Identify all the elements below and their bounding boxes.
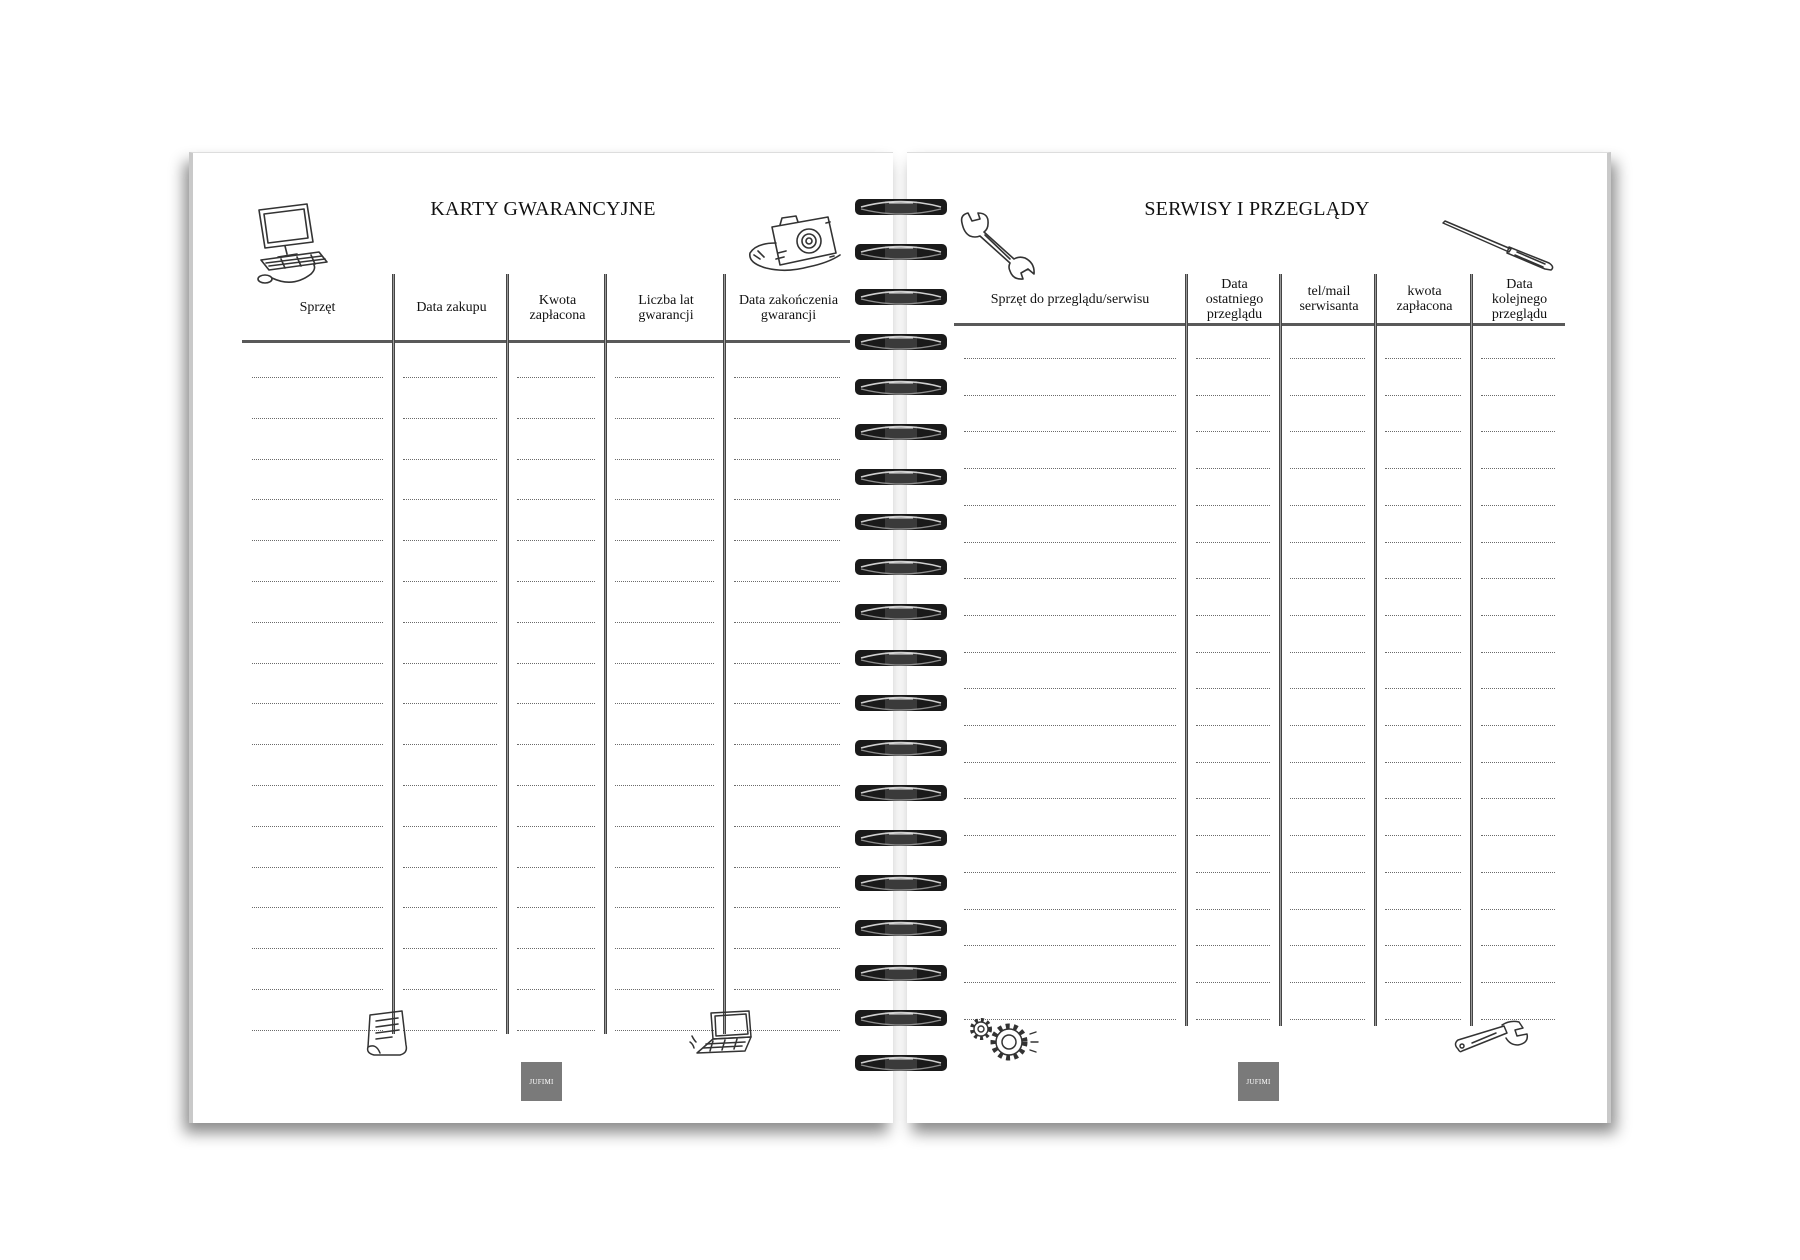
- dotted-entry-line: [1196, 542, 1270, 543]
- dotted-entry-line: [403, 948, 497, 949]
- dotted-entry-line: [1290, 615, 1365, 616]
- spiral-ring: [855, 648, 947, 668]
- dotted-entry-line: [615, 785, 714, 786]
- dotted-entry-line: [1290, 762, 1365, 763]
- document-icon: [362, 1009, 413, 1057]
- dotted-entry-line: [1481, 578, 1555, 579]
- service-table: [954, 274, 1565, 1026]
- dotted-entry-line: [1290, 431, 1365, 432]
- dotted-entry-line: [403, 499, 497, 500]
- dotted-entry-line: [517, 459, 595, 460]
- dotted-entry-line: [517, 499, 595, 500]
- dotted-entry-line: [1290, 1019, 1365, 1020]
- dotted-entry-line: [517, 867, 595, 868]
- dotted-entry-line: [1385, 505, 1461, 506]
- dotted-entry-line: [1196, 945, 1270, 946]
- dotted-entry-line: [734, 744, 840, 745]
- dotted-entry-line: [1385, 395, 1461, 396]
- dotted-entry-line: [615, 581, 714, 582]
- dotted-entry-line: [403, 703, 497, 704]
- dotted-entry-line: [1481, 798, 1555, 799]
- dotted-entry-line: [403, 1030, 497, 1031]
- dotted-entry-line: [1290, 468, 1365, 469]
- dotted-entry-line: [1290, 725, 1365, 726]
- dotted-entry-line: [1290, 798, 1365, 799]
- dotted-entry-line: [615, 826, 714, 827]
- dotted-entry-line: [403, 418, 497, 419]
- spiral-ring: [855, 197, 947, 217]
- dotted-entry-line: [1196, 909, 1270, 910]
- wrench-icon: [958, 211, 1039, 280]
- dotted-entry-line: [1385, 652, 1461, 653]
- left-page: [189, 152, 893, 1123]
- dotted-entry-line: [517, 826, 595, 827]
- dotted-entry-line: [1385, 945, 1461, 946]
- dotted-entry-line: [964, 688, 1176, 689]
- dotted-entry-line: [252, 581, 383, 582]
- dotted-entry-line: [1385, 798, 1461, 799]
- dotted-entry-line: [252, 459, 383, 460]
- dotted-entry-line: [1290, 945, 1365, 946]
- column-divider: [1374, 274, 1377, 1026]
- column-header: Kwota zapłacona: [529, 292, 586, 323]
- page-title: SERWISY I PRZEGLĄDY: [1144, 198, 1370, 220]
- spiral-ring: [855, 422, 947, 442]
- screwdriver-icon: [1441, 219, 1556, 271]
- column-divider: [392, 274, 395, 1034]
- spiral-ring: [855, 287, 947, 307]
- column-header: Sprzęt: [299, 300, 336, 315]
- dotted-entry-line: [252, 622, 383, 623]
- dotted-entry-line: [1196, 468, 1270, 469]
- adjustable-wrench-icon: [1452, 1020, 1533, 1055]
- dotted-entry-line: [1196, 872, 1270, 873]
- dotted-entry-line: [1385, 431, 1461, 432]
- camera-icon: [746, 213, 844, 277]
- dotted-entry-line: [615, 867, 714, 868]
- dotted-entry-line: [964, 945, 1176, 946]
- dotted-entry-line: [615, 459, 714, 460]
- dotted-entry-line: [517, 744, 595, 745]
- dotted-entry-line: [1385, 358, 1461, 359]
- dotted-entry-line: [734, 622, 840, 623]
- dotted-entry-line: [1385, 542, 1461, 543]
- dotted-entry-line: [1196, 652, 1270, 653]
- spiral-ring: [855, 602, 947, 622]
- column-header: Data zakupu: [416, 300, 487, 315]
- spiral-ring: [855, 738, 947, 758]
- dotted-entry-line: [964, 835, 1176, 836]
- dotted-entry-line: [403, 744, 497, 745]
- dotted-entry-line: [252, 989, 383, 990]
- spiral-ring: [855, 873, 947, 893]
- dotted-entry-line: [615, 703, 714, 704]
- dotted-entry-line: [964, 909, 1176, 910]
- dotted-entry-line: [517, 622, 595, 623]
- spiral-ring: [855, 783, 947, 803]
- dotted-entry-line: [964, 725, 1176, 726]
- dotted-entry-line: [734, 703, 840, 704]
- dotted-entry-line: [252, 948, 383, 949]
- dotted-entry-line: [1196, 725, 1270, 726]
- dotted-entry-line: [403, 622, 497, 623]
- dotted-entry-line: [252, 785, 383, 786]
- dotted-entry-line: [1290, 909, 1365, 910]
- dotted-entry-line: [517, 581, 595, 582]
- dotted-entry-line: [734, 907, 840, 908]
- dotted-entry-line: [964, 872, 1176, 873]
- dotted-entry-line: [964, 578, 1176, 579]
- dotted-entry-line: [1481, 945, 1555, 946]
- dotted-entry-line: [1196, 835, 1270, 836]
- dotted-entry-line: [1290, 688, 1365, 689]
- column-divider: [604, 274, 607, 1034]
- dotted-entry-line: [734, 540, 840, 541]
- column-header: Data zakończenia gwarancji: [738, 292, 839, 323]
- dotted-entry-line: [403, 907, 497, 908]
- warranty-table: [242, 274, 850, 1034]
- spiral-ring: [855, 828, 947, 848]
- dotted-entry-line: [1385, 1019, 1461, 1020]
- dotted-entry-line: [1385, 982, 1461, 983]
- spiral-ring: [855, 1053, 947, 1073]
- dotted-entry-line: [1481, 358, 1555, 359]
- dotted-entry-line: [964, 542, 1176, 543]
- dotted-entry-line: [964, 505, 1176, 506]
- dotted-entry-line: [1481, 688, 1555, 689]
- dotted-entry-line: [1196, 431, 1270, 432]
- page-title: KARTY GWARANCYJNE: [430, 198, 656, 220]
- dotted-entry-line: [252, 499, 383, 500]
- dotted-entry-line: [517, 989, 595, 990]
- column-header: kwota zapłacona: [1396, 284, 1453, 314]
- dotted-entry-line: [1481, 909, 1555, 910]
- dotted-entry-line: [964, 615, 1176, 616]
- dotted-entry-line: [1290, 578, 1365, 579]
- dotted-entry-line: [1385, 725, 1461, 726]
- dotted-entry-line: [403, 459, 497, 460]
- dotted-entry-line: [615, 663, 714, 664]
- dotted-entry-line: [403, 663, 497, 664]
- dotted-entry-line: [964, 395, 1176, 396]
- dotted-entry-line: [1196, 798, 1270, 799]
- column-divider: [506, 274, 509, 1034]
- dotted-entry-line: [252, 907, 383, 908]
- dotted-entry-line: [517, 785, 595, 786]
- dotted-entry-line: [403, 989, 497, 990]
- column-divider: [1279, 274, 1282, 1026]
- dotted-entry-line: [734, 948, 840, 949]
- column-header: Liczba lat gwarancji: [638, 292, 694, 323]
- dotted-entry-line: [1385, 688, 1461, 689]
- dotted-entry-line: [1481, 872, 1555, 873]
- dotted-entry-line: [403, 867, 497, 868]
- brand-logo: JUFIMI: [521, 1062, 562, 1101]
- dotted-entry-line: [1290, 358, 1365, 359]
- dotted-entry-line: [1290, 395, 1365, 396]
- dotted-entry-line: [1196, 578, 1270, 579]
- brand-logo: JUFIMI: [1238, 1062, 1279, 1101]
- dotted-entry-line: [1481, 431, 1555, 432]
- dotted-entry-line: [517, 418, 595, 419]
- dotted-entry-line: [1481, 835, 1555, 836]
- dotted-entry-line: [252, 826, 383, 827]
- dotted-entry-line: [1481, 542, 1555, 543]
- dotted-entry-line: [1196, 615, 1270, 616]
- dotted-entry-line: [1481, 395, 1555, 396]
- column-header: Data ostatniego przeglądu: [1205, 276, 1264, 322]
- dotted-entry-line: [1196, 358, 1270, 359]
- dotted-entry-line: [1196, 505, 1270, 506]
- spiral-ring: [855, 963, 947, 983]
- dotted-entry-line: [1481, 725, 1555, 726]
- dotted-entry-line: [964, 358, 1176, 359]
- dotted-entry-line: [734, 826, 840, 827]
- dotted-entry-line: [964, 798, 1176, 799]
- spiral-ring: [855, 918, 947, 938]
- dotted-entry-line: [734, 418, 840, 419]
- dotted-entry-line: [1290, 542, 1365, 543]
- spiral-ring: [855, 557, 947, 577]
- spiral-ring: [855, 377, 947, 397]
- column-divider: [1470, 274, 1473, 1026]
- dotted-entry-line: [1385, 762, 1461, 763]
- dotted-entry-line: [1385, 835, 1461, 836]
- dotted-entry-line: [1385, 909, 1461, 910]
- dotted-entry-line: [252, 744, 383, 745]
- dotted-entry-line: [615, 744, 714, 745]
- dotted-entry-line: [1196, 1019, 1270, 1020]
- spiral-ring: [855, 693, 947, 713]
- dotted-entry-line: [1196, 395, 1270, 396]
- dotted-entry-line: [615, 499, 714, 500]
- dotted-entry-line: [252, 377, 383, 378]
- header-rule: [954, 323, 1565, 326]
- dotted-entry-line: [517, 540, 595, 541]
- dotted-entry-line: [615, 907, 714, 908]
- dotted-entry-line: [964, 431, 1176, 432]
- dotted-entry-line: [964, 468, 1176, 469]
- dotted-entry-line: [517, 1030, 595, 1031]
- dotted-entry-line: [517, 948, 595, 949]
- spiral-ring: [855, 1008, 947, 1028]
- dotted-entry-line: [1290, 505, 1365, 506]
- dotted-entry-line: [734, 499, 840, 500]
- column-header: Sprzęt do przeglądu/serwisu: [990, 291, 1150, 307]
- dotted-entry-line: [1481, 982, 1555, 983]
- column-divider: [1185, 274, 1188, 1026]
- dotted-entry-line: [1196, 762, 1270, 763]
- dotted-entry-line: [1290, 872, 1365, 873]
- laptop-icon: [689, 1009, 758, 1055]
- dotted-entry-line: [1481, 505, 1555, 506]
- dotted-entry-line: [1196, 982, 1270, 983]
- dotted-entry-line: [1385, 468, 1461, 469]
- dotted-entry-line: [517, 907, 595, 908]
- dotted-entry-line: [1481, 762, 1555, 763]
- dotted-entry-line: [615, 377, 714, 378]
- right-page: [907, 152, 1611, 1123]
- dotted-entry-line: [734, 989, 840, 990]
- dotted-entry-line: [615, 989, 714, 990]
- dotted-entry-line: [734, 377, 840, 378]
- dotted-entry-line: [517, 377, 595, 378]
- dotted-entry-line: [403, 540, 497, 541]
- dotted-entry-line: [1481, 615, 1555, 616]
- dotted-entry-line: [252, 867, 383, 868]
- dotted-entry-line: [403, 581, 497, 582]
- dotted-entry-line: [1196, 688, 1270, 689]
- column-header: Data kolejnego przeglądu: [1491, 276, 1548, 322]
- dotted-entry-line: [615, 622, 714, 623]
- spiral-ring: [855, 467, 947, 487]
- dotted-entry-line: [252, 418, 383, 419]
- dotted-entry-line: [403, 826, 497, 827]
- dotted-entry-line: [1481, 468, 1555, 469]
- dotted-entry-line: [734, 459, 840, 460]
- spiral-binding: [855, 0, 947, 1260]
- dotted-entry-line: [734, 581, 840, 582]
- dotted-entry-line: [252, 540, 383, 541]
- dotted-entry-line: [615, 540, 714, 541]
- dotted-entry-line: [734, 663, 840, 664]
- dotted-entry-line: [517, 663, 595, 664]
- dotted-entry-line: [1290, 835, 1365, 836]
- gears-icon: [964, 1014, 1045, 1063]
- dotted-entry-line: [1385, 872, 1461, 873]
- dotted-entry-line: [1290, 652, 1365, 653]
- dotted-entry-line: [252, 663, 383, 664]
- dotted-entry-line: [615, 948, 714, 949]
- column-header: tel/mail serwisanta: [1299, 284, 1359, 314]
- dotted-entry-line: [1385, 615, 1461, 616]
- dotted-entry-line: [252, 703, 383, 704]
- spiral-ring: [855, 332, 947, 352]
- dotted-entry-line: [964, 652, 1176, 653]
- dotted-entry-line: [734, 867, 840, 868]
- dotted-entry-line: [734, 785, 840, 786]
- dotted-entry-line: [1481, 652, 1555, 653]
- dotted-entry-line: [1290, 982, 1365, 983]
- spiral-ring: [855, 242, 947, 262]
- dotted-entry-line: [403, 785, 497, 786]
- dotted-entry-line: [615, 418, 714, 419]
- header-rule: [242, 340, 850, 343]
- dotted-entry-line: [517, 703, 595, 704]
- dotted-entry-line: [1385, 578, 1461, 579]
- column-divider: [723, 274, 726, 1034]
- spiral-ring: [855, 512, 947, 532]
- dotted-entry-line: [964, 982, 1176, 983]
- dotted-entry-line: [403, 377, 497, 378]
- dotted-entry-line: [964, 762, 1176, 763]
